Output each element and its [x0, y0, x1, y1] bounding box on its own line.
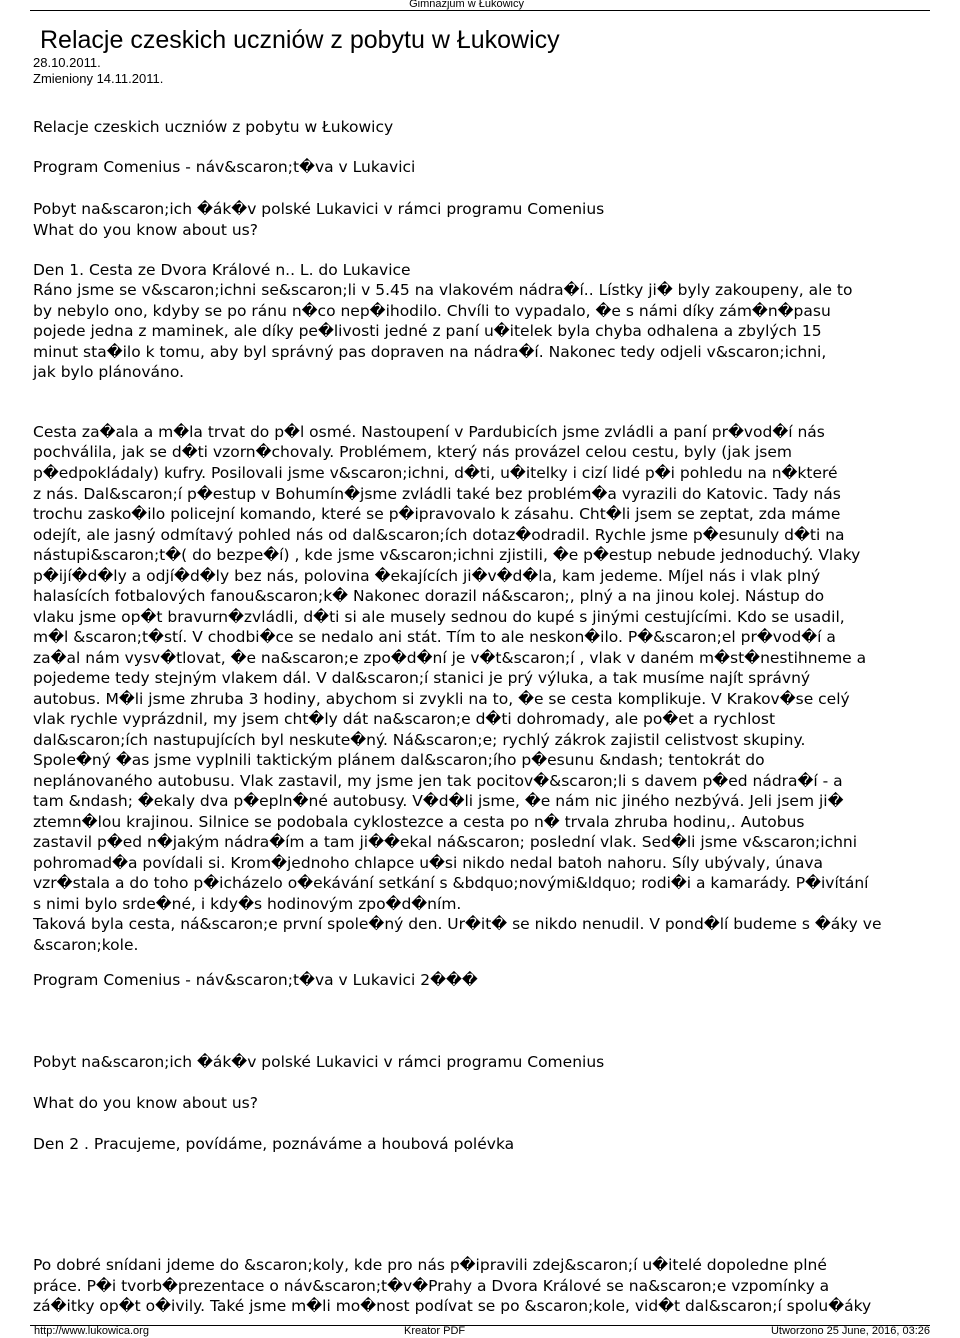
body-line: pochválila, jak se d�ti vzorn�chovaly. Problémem, který nás provázel celou cestu, byly (jak jsem	[33, 443, 792, 461]
body-line: p�edpokládaly) kufry. Posilovali jsme v&scaron;ichni, d�ti, u�itelky i cizí lidé p�i pohledu na n�které	[33, 464, 838, 482]
body-line: jak bylo plánováno.	[33, 363, 185, 381]
body-line: vlak rychle vyprázdnil, my jsem cht�ly dát na&scaron;e d�ti dohromady, ale po�et a rychlost	[33, 710, 776, 728]
body-line: vlaku jsme op�t bravurn�zvládli, d�ti si ale musely sednou do kupé s jinými cestujícími. Kdo se usadil,	[33, 608, 845, 626]
site-name: Gimnazjum w Łukowicy	[409, 0, 524, 10]
body-line: pohromad�a povídali si. Krom�jednoho chlapce u�si nikdo nedal batoh nahoru. Síly ubývaly, únava	[33, 854, 824, 872]
body-line: tam &ndash; �ekaly dva p�epln�né autobusy. V�d�li jsme, �e nám nic jiného nezbývá. Jeli jsem ji�	[33, 792, 844, 810]
body-line: vzr�stala a do toho p�icházelo o�ekávání setkání s &bdquo;novými&ldquo; rodi�i a kamarády. P�ivítání	[33, 874, 869, 892]
body-line: Den 1. Cesta ze Dvora Králové n.. L. do Lukavice	[33, 261, 411, 279]
body-line: Program Comenius - náv&scaron;t�va v Lukavici 2���	[33, 971, 478, 989]
body-line: m�l &scaron;t�stí. V chodbi�ce se nedalo ani stát. Tím to ale neskon�ilo. P�&scaron;el pr�vod�í a	[33, 628, 836, 646]
body-line: Program Comenius - náv&scaron;t�va v Lukavici	[33, 158, 416, 176]
body-line: Ráno jsme se v&scaron;ichni se&scaron;li v 5.45 na vlakovém nádra�í.. Lístky ji� byly zakoupeny, ale to	[33, 281, 853, 299]
body-line: odejít, ale jasný odmítavý pohled nás od dal&scaron;ích dotaz�odradil. Rychle jsme p�esunuly d�ti na	[33, 526, 845, 544]
body-line: by nebylo ono, kdyby se po ránu n�co nep�ihodilo. Chvíli to vypadalo, �e s námi díky zám�n�pasu	[33, 302, 831, 320]
body-line: minut sta�ilo k tomu, aby byl správný pas dopraven na nádra�í. Nakonec tedy odjeli v&scaron;ichni,	[33, 343, 827, 361]
body-line: dal&scaron;ích nastupujících byl neskute�ný. Ná&scaron;e; rychlý zákrok zajistil celistvost skupiny.	[33, 731, 806, 749]
body-line: neplánovaného autobusu. Vlak zastavil, my jsme jen tak pocitov�&scaron;li s davem p�ed nádra�í - a	[33, 772, 843, 790]
body-line: Pobyt na&scaron;ich �ák�v polské Lukavici v rámci programu Comenius	[33, 1053, 605, 1071]
body-line: p�ijí�d�ly a odjí�d�ly bez nás, polovina �ekajících ji�v�d�la, kam jedeme. Míjel nás i vlak plný	[33, 567, 821, 585]
body-line: Relacje czeskich uczniów z pobytu w Łukowicy	[33, 118, 394, 136]
body-line: zastavil p�ed n�jakým nádra�ím a tam ji��ekal ná&scaron; poslední vlak. Sed�li jsme v&scaron;ichni	[33, 833, 858, 851]
header-divider	[30, 10, 930, 11]
body-line: pojedeme tedy stejným vlakem dál. V dal&scaron;í stanici je prý výluka, a tak musíme najít správný	[33, 669, 811, 687]
body-line: Spole�ný �as jsme vyplnili taktickým plánem dal&scaron;ího p�esunu &ndash; tentokrát do	[33, 751, 765, 769]
body-line: práce. P�i tvorb�prezentace o náv&scaron;t�v�Prahy a Dvora Králové se na&scaron;e vzpomínky a	[33, 1277, 830, 1295]
body-line: s nimi bylo srde�né, i kdy�s hodinovým zpo�d�ním.	[33, 895, 462, 913]
footer-created: Utworzono 25 June, 2016, 03:26	[770, 1325, 930, 1337]
body-line: autobus. M�li jsme zhruba 3 hodiny, abychom si zvykli na to, �e se cesta komplikuje. V Krakov�se celý	[33, 690, 850, 708]
body-line: &scaron;kole.	[33, 936, 139, 954]
body-line: ztemn�lou krajinou. Silnice se podobala cyklostezce a cesta po n� trvala zhruba hodinu,. Autobus	[33, 813, 805, 831]
footer-generator: Kreator PDF	[404, 1325, 466, 1337]
body-line: pojede jedna z maminek, ale díky pe�livosti jedné z paní u�itelek byla chyba odhalena a zbylých 15	[33, 322, 822, 340]
footer-url: http://www.lukowica.org	[34, 1325, 149, 1337]
body-line: Pobyt na&scaron;ich �ák�v polské Lukavici v rámci programu Comenius	[33, 200, 605, 218]
body-line: halasících fotbalových fanou&scaron;k� Nakonec dorazil ná&scaron;, plný a na jinou kolej. Nástup do	[33, 587, 825, 605]
body-line: What do you know about us?	[33, 221, 258, 239]
body-line: trochu zasko�ilo policejní komando, které se p�ipravovalo k zásahu. Cht�li jsem se zeptat, zda máme	[33, 505, 841, 523]
modified-date: Zmieniony 14.11.2011.	[33, 71, 164, 86]
body-line: zá�itky op�t o�ivily. Také jsme m�li mo�nost podívat se po &scaron;kole, vid�t dal&scaron;í spolu�áky	[33, 1297, 872, 1315]
publish-date: 28.10.2011.	[33, 55, 101, 70]
body-line: z nás. Dal&scaron;í p�estup v Bohumín�jsme zvládli také bez problém�a vyrazili do Katovic. Tady nás	[33, 485, 841, 503]
body-line: nástupi&scaron;t�( do bezpe�í) , kde jsme v&scaron;ichni zjistili, �e p�estup nebude jednoduchý. Vlaky	[33, 546, 861, 564]
body-line: za�al nám vysv�tlovat, �e na&scaron;e zpo�d�ní je v�t&scaron;í , vlak v daném m�st�nestihneme a	[33, 649, 867, 667]
article-title: Relacje czeskich uczniów z pobytu w Łukowicy	[40, 26, 560, 54]
body-line: What do you know about us?	[33, 1094, 258, 1112]
body-line: Den 2 . Pracujeme, povídáme, poznáváme a houbová polévka	[33, 1135, 515, 1153]
body-line: Taková byla cesta, ná&scaron;e první spole�ný den. Ur�it� se nikdo nenudil. V pond�lí budeme s �áky ve	[33, 915, 882, 933]
body-line: Cesta za�ala a m�la trvat do p�l osmé. Nastoupení v Pardubicích jsme zvládli a paní pr�vod�í nás	[33, 423, 825, 441]
body-line: Po dobré snídani jdeme do &scaron;koly, kde pro nás p�ipravili zdej&scaron;í u�itelé dopoledne plné	[33, 1256, 827, 1274]
